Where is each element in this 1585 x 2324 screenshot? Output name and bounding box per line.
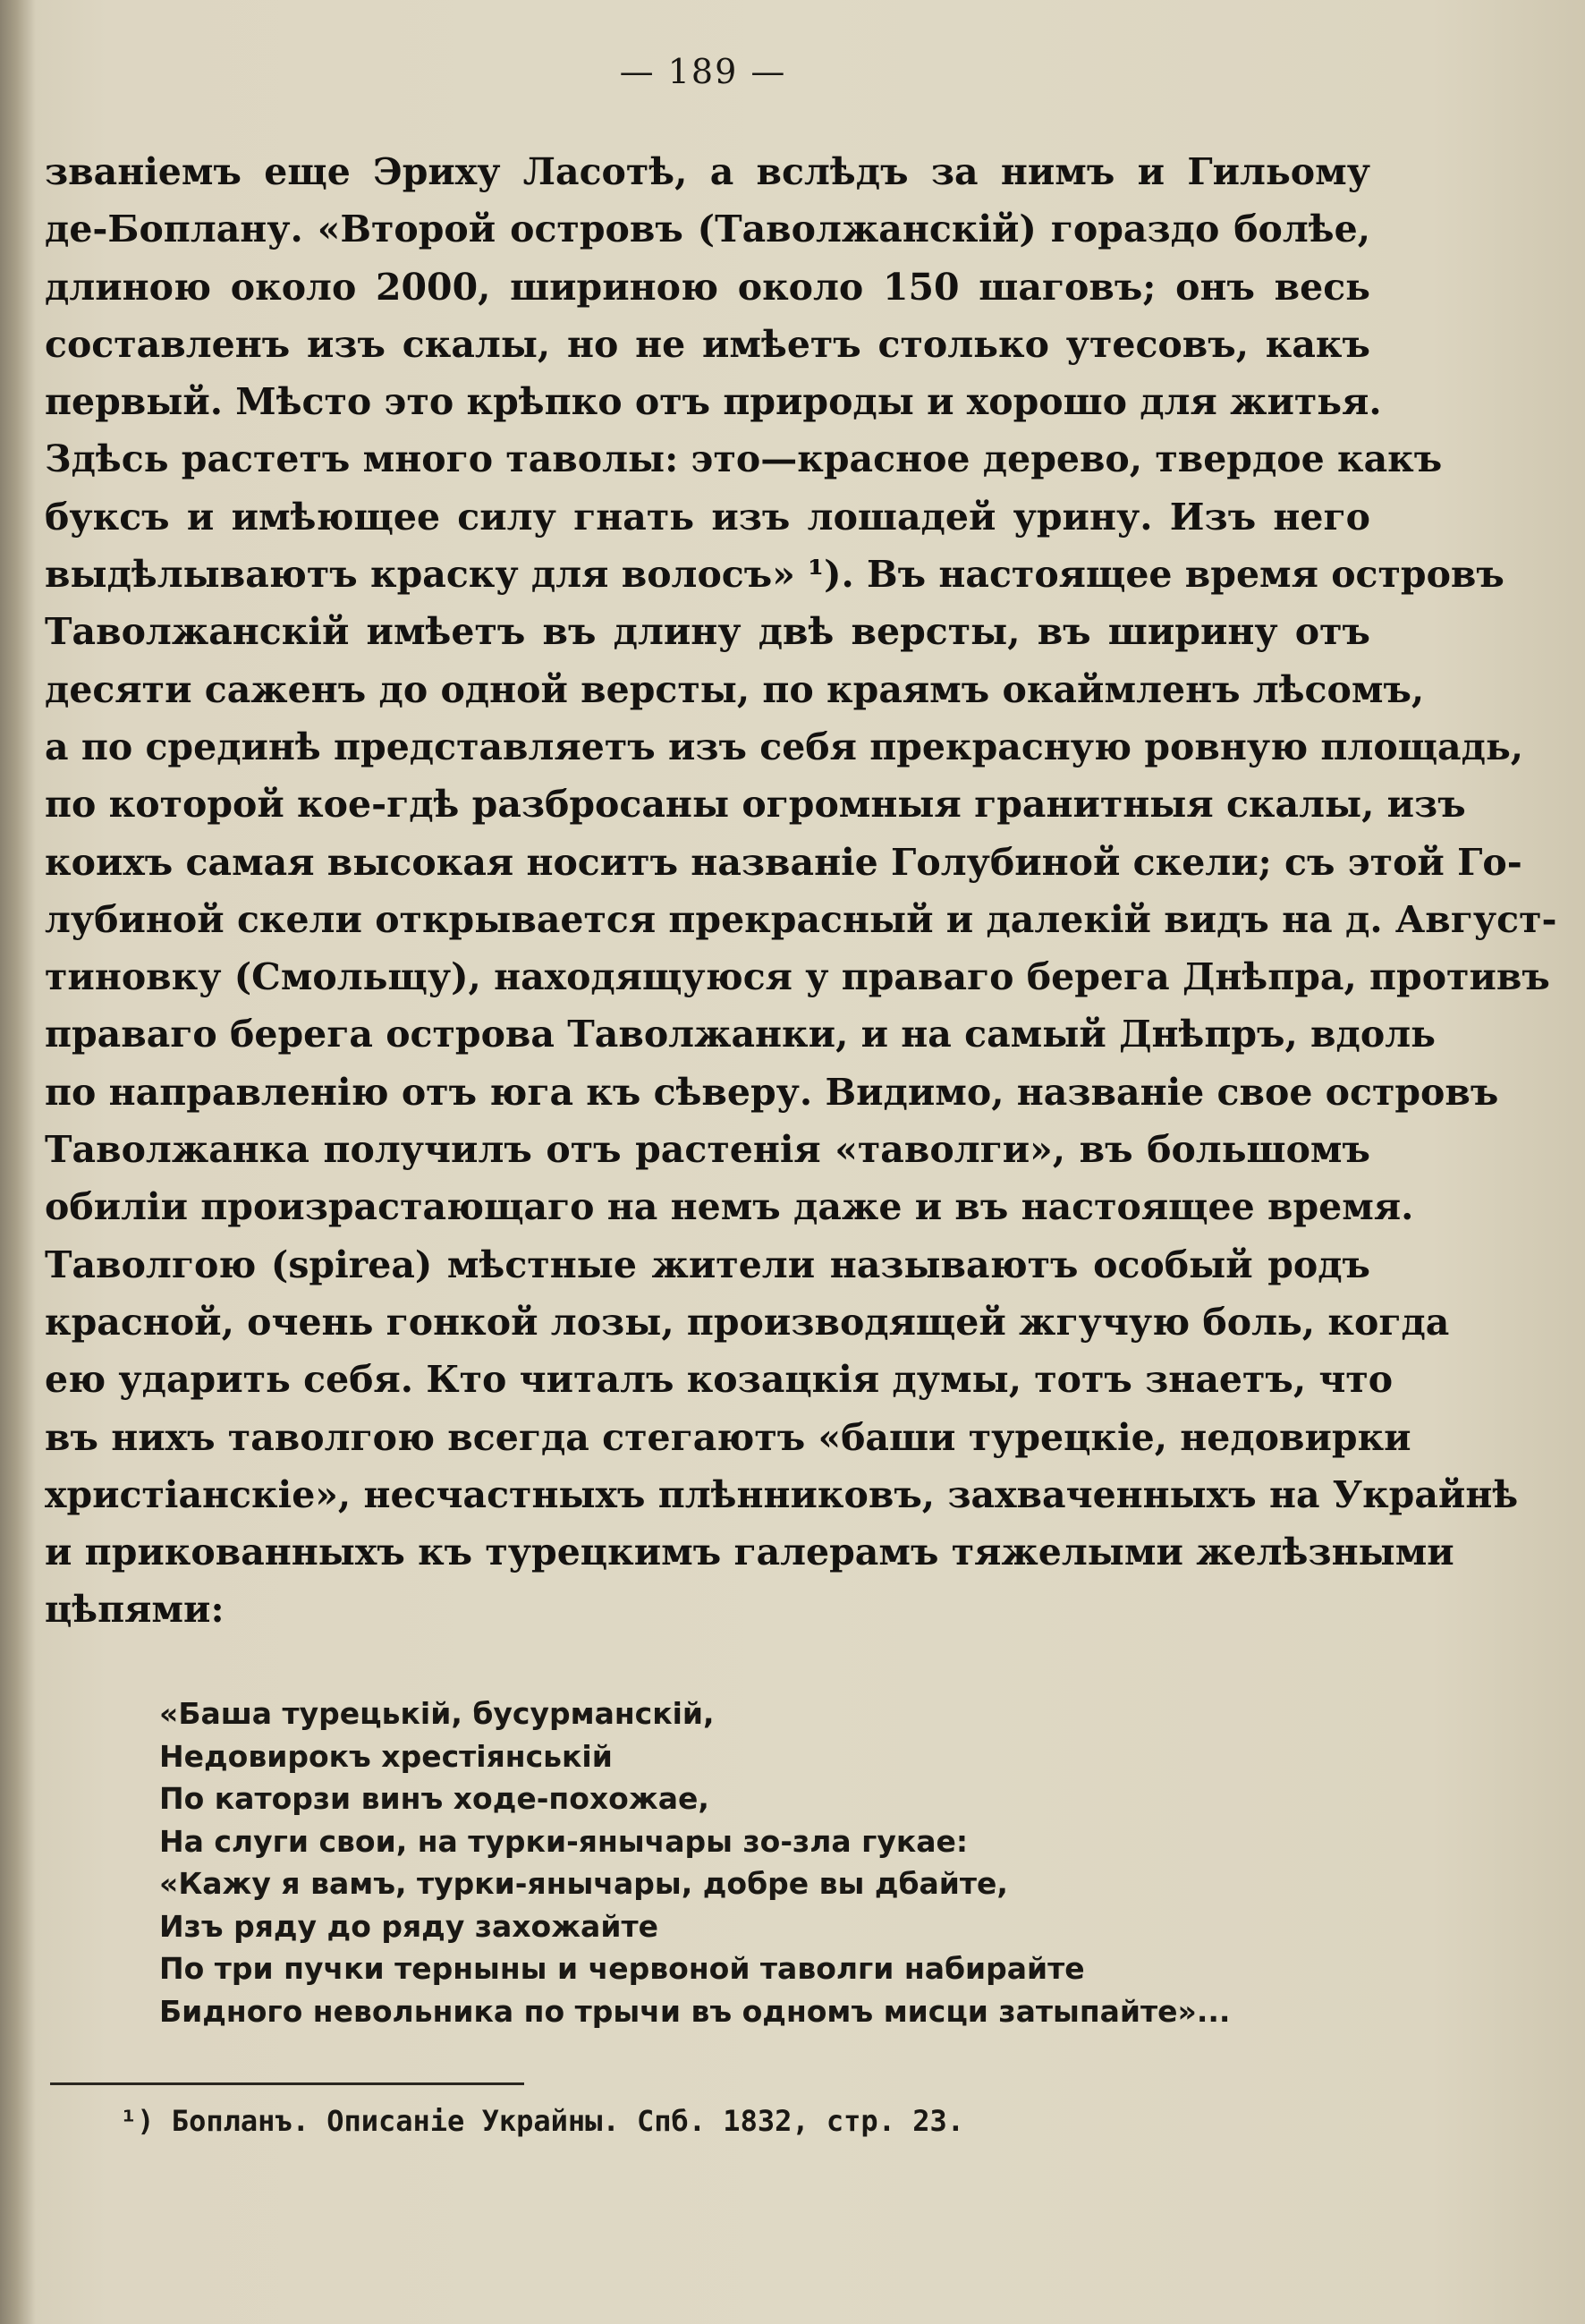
verse-line: «Баша турецькій, бусурманскій, (159, 1696, 715, 1731)
text-line: коихъ самая высокая носитъ названіе Голубиной скели; съ этой Го- (45, 840, 1522, 884)
text-line: де-Боплану. «Второй островъ (Таволжанскій) гораздо болѣе, (45, 208, 1370, 251)
text-line: цѣпями: (45, 1588, 225, 1632)
text-line: праваго берега острова Таволжанки, и на самый Днѣпръ, вдоль (45, 1013, 1436, 1056)
text-line: по направленію отъ юга къ сѣверу. Видимо, названіе свое островъ (45, 1070, 1499, 1114)
text-line: выдѣлываютъ краску для волосъ» ¹). Въ настоящее время островъ (45, 553, 1504, 597)
verse-line: «Кажу я вамъ, турки-янычары, добре вы дбайте, (159, 1866, 1008, 1901)
verse-line: Изъ ряду до ряду захожайте (159, 1908, 658, 1944)
verse-line: На слуги свои, на турки-янычары зо-зла гукае: (159, 1823, 969, 1859)
text-line: десяти саженъ до одной версты, по краямъ окаймленъ лѣсомъ, (45, 667, 1425, 711)
text-line: званіемъ еще Эриху Ласотѣ, а вслѣдъ за нимъ и Гильому (45, 150, 1370, 193)
text-line: въ нихъ таволгою всегда стегаютъ «баши турецкіе, недовирки (45, 1415, 1411, 1459)
text-line: длиною около 2000, шириною около 150 шаговъ; онъ весь (45, 265, 1370, 309)
text-line: Таволжанка получилъ отъ растенія «таволги», въ большомъ (45, 1128, 1370, 1172)
text-line: христіанскіе», несчастныхъ плѣнниковъ, захваченныхъ на Украйнѣ (45, 1472, 1519, 1516)
verse-quote (159, 1692, 1322, 2032)
footnote-divider (50, 2082, 524, 2085)
verse-line: По каторзи винъ ходе-похожае, (159, 1781, 709, 1816)
footnote-text: Бопланъ. Описаніе Украйны. Спб. 1832, стр. 23. (171, 2104, 965, 2138)
text-line: обиліи произрастающаго на немъ даже и въ настоящее время. (45, 1185, 1414, 1229)
footnote (120, 2100, 1283, 2142)
text-line: красной, очень гонкой лозы, производящей жгучую боль, когда (45, 1300, 1450, 1344)
verse-line: По три пучки терныны и червоной таволги набирайте (159, 1951, 1085, 1986)
text-line: ею ударить себя. Кто читалъ козацкія думы, тотъ знаетъ, что (45, 1358, 1394, 1402)
page-number: — 189 — (619, 52, 787, 91)
verse-line: Бидного невольника по трычи въ одномъ мисци затыпайте»... (159, 1993, 1231, 2029)
footnote-marker: ¹) (120, 2104, 155, 2138)
main-text (45, 143, 1557, 1639)
text-line: Здѣсь растетъ много таволы: это—красное дерево, твердое какъ (45, 437, 1443, 481)
text-line: первый. Мѣсто это крѣпко отъ природы и хорошо для житья. (45, 380, 1382, 424)
text-line: а по срединѣ представляетъ изъ себя прекрасную ровную площадь, (45, 725, 1524, 768)
text-line: Таволжанскій имѣетъ въ длину двѣ версты, въ ширину отъ (45, 610, 1370, 654)
text-line: составленъ изъ скалы, но не имѣетъ столько утесовъ, какъ (45, 322, 1370, 366)
text-line: лубиной скели открывается прекрасный и далекій видъ на д. Август- (45, 897, 1557, 941)
verse-line: Недовирокъ хрестіянській (159, 1738, 613, 1774)
text-line: тиновку (Смольщу), находящуюся у праваго берега Днѣпра, противъ (45, 955, 1550, 999)
text-line: Таволгою (spirea) мѣстные жители называютъ особый родъ (45, 1243, 1370, 1286)
text-line: по которой кое-гдѣ разбросаны огромныя гранитныя скалы, изъ (45, 783, 1466, 827)
text-line: буксъ и имѣющее силу гнать изъ лошадей урину. Изъ него (45, 495, 1370, 539)
text-line: и прикованныхъ къ турецкимъ галерамъ тяжелыми желѣзными (45, 1531, 1454, 1574)
